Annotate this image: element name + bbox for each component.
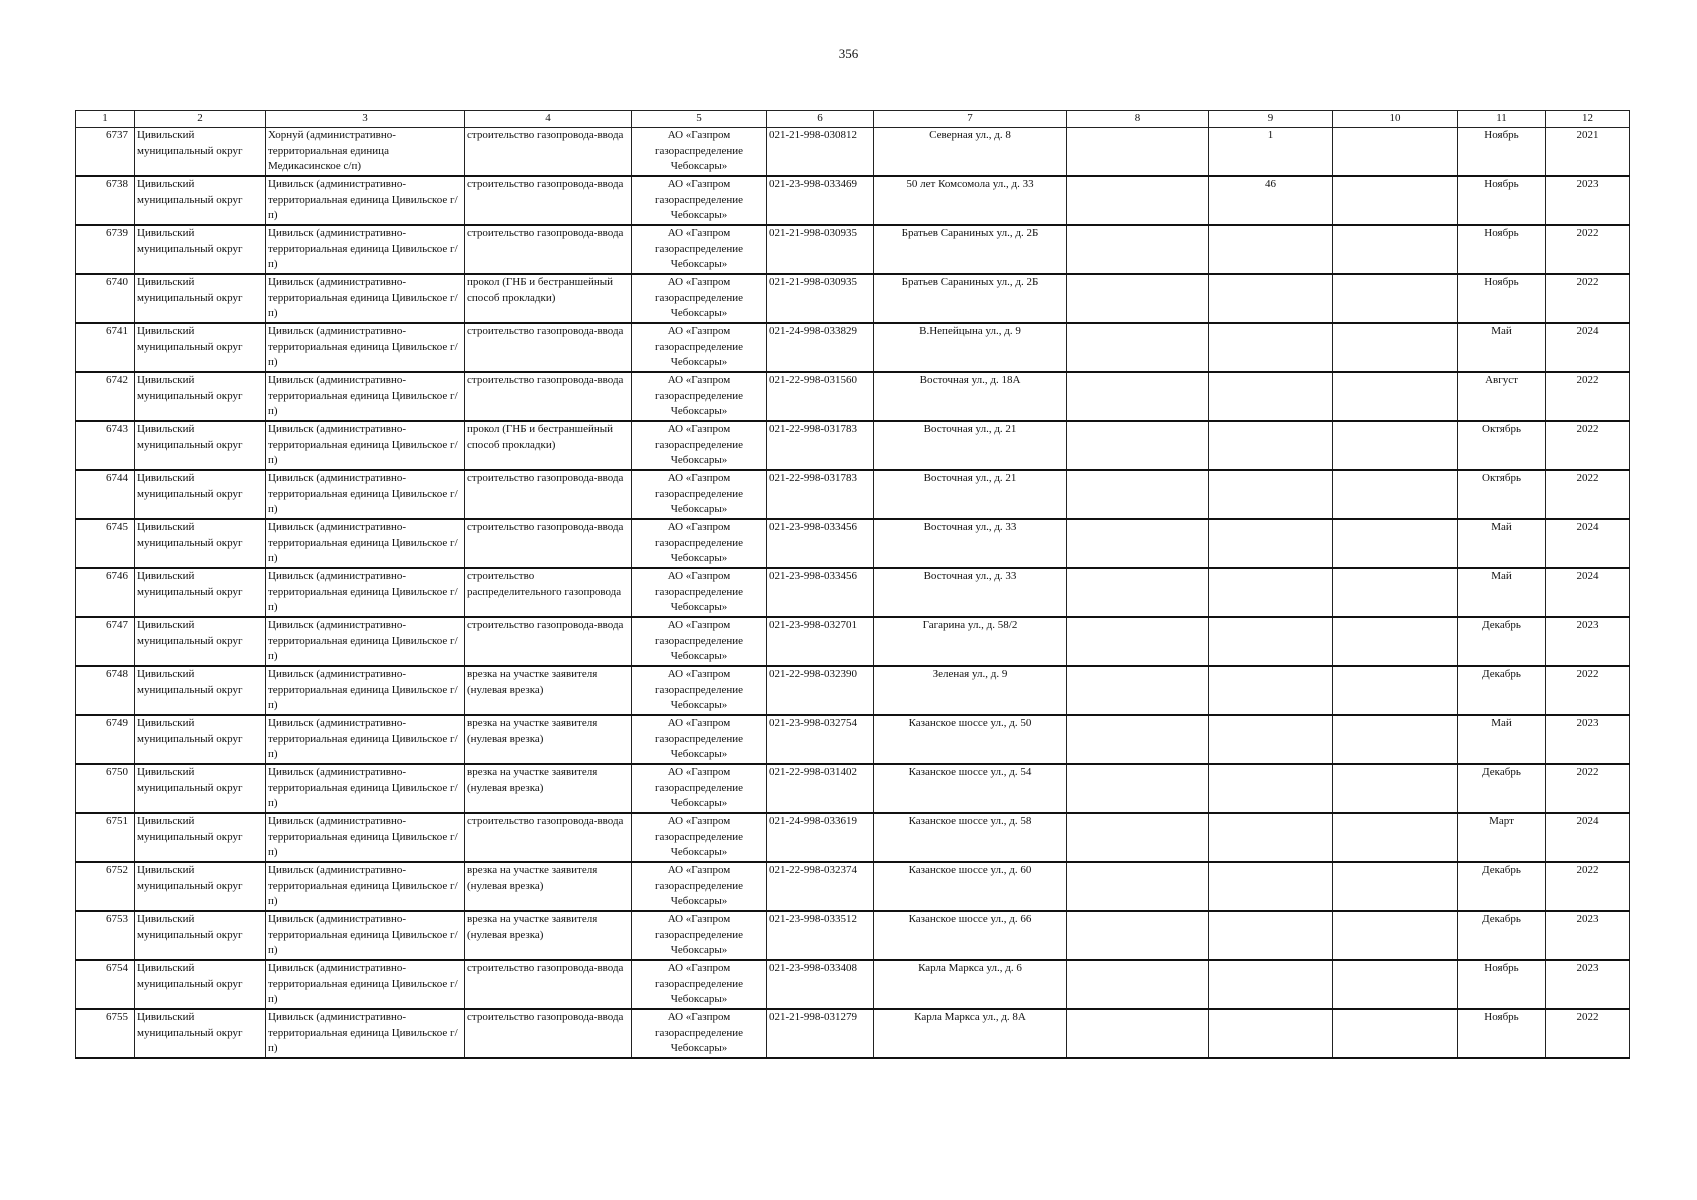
cell-col-9 [1209, 372, 1333, 421]
table-row [76, 1009, 1630, 1058]
cell-application-number: 021-23-998-033408 [767, 960, 874, 1009]
cell-application-number: 021-21-998-030812 [767, 128, 874, 177]
cell-address: Северная ул., д. 8 [874, 128, 1067, 177]
cell-organization: АО «Газпром газораспределение Чебоксары» [632, 960, 767, 1009]
cell-municipality: Цивильский муниципальный округ [135, 862, 266, 911]
cell-application-number: 021-23-998-033456 [767, 519, 874, 568]
table-row [76, 274, 1630, 323]
cell-col-10 [1333, 470, 1458, 519]
cell-col-9 [1209, 519, 1333, 568]
column-number-row [76, 111, 1630, 128]
cell-municipality: Цивильский муниципальный округ [135, 764, 266, 813]
cell-month: Октябрь [1458, 421, 1546, 470]
cell-year: 2021 [1546, 128, 1630, 177]
column-header-3: 3 [266, 111, 465, 128]
table-row [76, 470, 1630, 519]
cell-col-9: 46 [1209, 176, 1333, 225]
cell-row-number: 6750 [76, 764, 135, 813]
cell-month: Октябрь [1458, 470, 1546, 519]
cell-row-number: 6741 [76, 323, 135, 372]
cell-month: Декабрь [1458, 764, 1546, 813]
cell-col-9 [1209, 323, 1333, 372]
cell-work-type: строительство газопровода-ввода [465, 617, 632, 666]
cell-year: 2023 [1546, 960, 1630, 1009]
cell-col-9 [1209, 470, 1333, 519]
cell-address: Казанское шоссе ул., д. 60 [874, 862, 1067, 911]
cell-settlement: Цивильск (административно-территориальная единица Цивильское г/п) [266, 519, 465, 568]
cell-col-9 [1209, 225, 1333, 274]
cell-col-10 [1333, 911, 1458, 960]
table-row [76, 911, 1630, 960]
cell-col-10 [1333, 1009, 1458, 1058]
cell-col-9: 1 [1209, 128, 1333, 177]
cell-application-number: 021-21-998-031279 [767, 1009, 874, 1058]
cell-address: Зеленая ул., д. 9 [874, 666, 1067, 715]
cell-application-number: 021-24-998-033619 [767, 813, 874, 862]
cell-col-8 [1067, 519, 1209, 568]
cell-row-number: 6754 [76, 960, 135, 1009]
cell-organization: АО «Газпром газораспределение Чебоксары» [632, 862, 767, 911]
table-row [76, 128, 1630, 177]
cell-col-8 [1067, 274, 1209, 323]
table-row [76, 666, 1630, 715]
cell-organization: АО «Газпром газораспределение Чебоксары» [632, 323, 767, 372]
cell-address: Восточная ул., д. 21 [874, 421, 1067, 470]
cell-row-number: 6742 [76, 372, 135, 421]
cell-application-number: 021-23-998-033456 [767, 568, 874, 617]
cell-work-type: строительство газопровода-ввода [465, 128, 632, 177]
cell-settlement: Цивильск (административно-территориальная единица Цивильское г/п) [266, 862, 465, 911]
cell-col-8 [1067, 128, 1209, 177]
cell-settlement: Цивильск (административно-территориальная единица Цивильское г/п) [266, 911, 465, 960]
cell-settlement: Цивильск (административно-территориальная единица Цивильское г/п) [266, 1009, 465, 1058]
cell-work-type: врезка на участке заявителя (нулевая врезка) [465, 715, 632, 764]
cell-application-number: 021-22-998-032374 [767, 862, 874, 911]
cell-col-10 [1333, 568, 1458, 617]
cell-col-8 [1067, 421, 1209, 470]
table-row [76, 715, 1630, 764]
cell-organization: АО «Газпром газораспределение Чебоксары» [632, 666, 767, 715]
cell-year: 2023 [1546, 715, 1630, 764]
cell-application-number: 021-23-998-033469 [767, 176, 874, 225]
cell-col-9 [1209, 568, 1333, 617]
cell-address: Гагарина ул., д. 58/2 [874, 617, 1067, 666]
cell-organization: АО «Газпром газораспределение Чебоксары» [632, 470, 767, 519]
cell-work-type: строительство газопровода-ввода [465, 225, 632, 274]
cell-col-8 [1067, 176, 1209, 225]
cell-col-8 [1067, 323, 1209, 372]
cell-col-10 [1333, 764, 1458, 813]
cell-col-8 [1067, 960, 1209, 1009]
cell-address: В.Непейцына ул., д. 9 [874, 323, 1067, 372]
column-header-12: 12 [1546, 111, 1630, 128]
cell-municipality: Цивильский муниципальный округ [135, 1009, 266, 1058]
cell-work-type: врезка на участке заявителя (нулевая врезка) [465, 666, 632, 715]
cell-month: Декабрь [1458, 666, 1546, 715]
cell-settlement: Цивильск (административно-территориальная единица Цивильское г/п) [266, 274, 465, 323]
cell-settlement: Цивильск (административно-территориальная единица Цивильское г/п) [266, 372, 465, 421]
cell-address: Казанское шоссе ул., д. 50 [874, 715, 1067, 764]
cell-municipality: Цивильский муниципальный округ [135, 225, 266, 274]
table-row [76, 568, 1630, 617]
cell-year: 2024 [1546, 813, 1630, 862]
cell-address: Восточная ул., д. 33 [874, 519, 1067, 568]
cell-col-8 [1067, 813, 1209, 862]
cell-address: Казанское шоссе ул., д. 66 [874, 911, 1067, 960]
cell-col-9 [1209, 960, 1333, 1009]
cell-year: 2022 [1546, 372, 1630, 421]
cell-settlement: Цивильск (административно-территориальная единица Цивильское г/п) [266, 617, 465, 666]
cell-municipality: Цивильский муниципальный округ [135, 617, 266, 666]
cell-col-9 [1209, 666, 1333, 715]
cell-col-8 [1067, 715, 1209, 764]
column-header-6: 6 [767, 111, 874, 128]
cell-work-type: строительство распределительного газопровода [465, 568, 632, 617]
cell-col-8 [1067, 666, 1209, 715]
cell-settlement: Цивильск (административно-территориальная единица Цивильское г/п) [266, 960, 465, 1009]
cell-application-number: 021-22-998-032390 [767, 666, 874, 715]
cell-organization: АО «Газпром газораспределение Чебоксары» [632, 764, 767, 813]
data-table [75, 110, 1630, 1059]
cell-application-number: 021-22-998-031560 [767, 372, 874, 421]
cell-year: 2022 [1546, 421, 1630, 470]
cell-year: 2024 [1546, 519, 1630, 568]
cell-row-number: 6753 [76, 911, 135, 960]
cell-month: Декабрь [1458, 617, 1546, 666]
cell-organization: АО «Газпром газораспределение Чебоксары» [632, 274, 767, 323]
cell-application-number: 021-22-998-031783 [767, 421, 874, 470]
cell-col-10 [1333, 666, 1458, 715]
cell-organization: АО «Газпром газораспределение Чебоксары» [632, 421, 767, 470]
table-row [76, 617, 1630, 666]
table-row [76, 176, 1630, 225]
cell-application-number: 021-23-998-032701 [767, 617, 874, 666]
cell-col-10 [1333, 960, 1458, 1009]
cell-work-type: строительство газопровода-ввода [465, 960, 632, 1009]
table-row [76, 862, 1630, 911]
cell-row-number: 6738 [76, 176, 135, 225]
cell-work-type: строительство газопровода-ввода [465, 323, 632, 372]
table-row [76, 764, 1630, 813]
cell-month: Май [1458, 568, 1546, 617]
cell-row-number: 6746 [76, 568, 135, 617]
cell-row-number: 6743 [76, 421, 135, 470]
cell-organization: АО «Газпром газораспределение Чебоксары» [632, 128, 767, 177]
cell-col-10 [1333, 617, 1458, 666]
cell-settlement: Цивильск (административно-территориальная единица Цивильское г/п) [266, 666, 465, 715]
cell-col-10 [1333, 128, 1458, 177]
column-header-8: 8 [1067, 111, 1209, 128]
cell-month: Май [1458, 715, 1546, 764]
cell-settlement: Цивильск (административно-территориальная единица Цивильское г/п) [266, 470, 465, 519]
column-header-1: 1 [76, 111, 135, 128]
table-row [76, 323, 1630, 372]
cell-col-9 [1209, 764, 1333, 813]
cell-settlement: Цивильск (административно-территориальная единица Цивильское г/п) [266, 421, 465, 470]
cell-row-number: 6737 [76, 128, 135, 177]
cell-application-number: 021-21-998-030935 [767, 274, 874, 323]
cell-settlement: Цивильск (административно-территориальная единица Цивильское г/п) [266, 176, 465, 225]
cell-settlement: Хорнуй (административно-территориальная единица Медикасинское с/п) [266, 128, 465, 177]
cell-municipality: Цивильский муниципальный округ [135, 421, 266, 470]
cell-settlement: Цивильск (административно-территориальная единица Цивильское г/п) [266, 715, 465, 764]
cell-year: 2022 [1546, 470, 1630, 519]
cell-month: Ноябрь [1458, 176, 1546, 225]
cell-address: Восточная ул., д. 33 [874, 568, 1067, 617]
cell-col-8 [1067, 862, 1209, 911]
cell-organization: АО «Газпром газораспределение Чебоксары» [632, 617, 767, 666]
cell-col-9 [1209, 862, 1333, 911]
cell-month: Май [1458, 519, 1546, 568]
cell-work-type: врезка на участке заявителя (нулевая врезка) [465, 862, 632, 911]
cell-col-8 [1067, 1009, 1209, 1058]
cell-organization: АО «Газпром газораспределение Чебоксары» [632, 568, 767, 617]
cell-year: 2023 [1546, 911, 1630, 960]
cell-col-10 [1333, 862, 1458, 911]
cell-col-9 [1209, 911, 1333, 960]
cell-organization: АО «Газпром газораспределение Чебоксары» [632, 176, 767, 225]
cell-address: Казанское шоссе ул., д. 58 [874, 813, 1067, 862]
cell-address: Карла Маркса ул., д. 8А [874, 1009, 1067, 1058]
cell-address: Братьев Сараниных ул., д. 2Б [874, 225, 1067, 274]
cell-col-10 [1333, 323, 1458, 372]
cell-month: Август [1458, 372, 1546, 421]
cell-municipality: Цивильский муниципальный округ [135, 372, 266, 421]
cell-address: 50 лет Комсомола ул., д. 33 [874, 176, 1067, 225]
page-number: 356 [838, 46, 859, 61]
cell-municipality: Цивильский муниципальный округ [135, 323, 266, 372]
cell-row-number: 6749 [76, 715, 135, 764]
cell-municipality: Цивильский муниципальный округ [135, 470, 266, 519]
cell-settlement: Цивильск (административно-территориальная единица Цивильское г/п) [266, 764, 465, 813]
cell-year: 2023 [1546, 176, 1630, 225]
cell-work-type: строительство газопровода-ввода [465, 470, 632, 519]
cell-col-8 [1067, 372, 1209, 421]
cell-organization: АО «Газпром газораспределение Чебоксары» [632, 813, 767, 862]
cell-year: 2022 [1546, 666, 1630, 715]
cell-month: Декабрь [1458, 911, 1546, 960]
cell-application-number: 021-22-998-031402 [767, 764, 874, 813]
cell-address: Восточная ул., д. 21 [874, 470, 1067, 519]
cell-col-8 [1067, 225, 1209, 274]
cell-month: Ноябрь [1458, 128, 1546, 177]
cell-municipality: Цивильский муниципальный округ [135, 176, 266, 225]
cell-year: 2024 [1546, 568, 1630, 617]
cell-address: Карла Маркса ул., д. 6 [874, 960, 1067, 1009]
column-header-9: 9 [1209, 111, 1333, 128]
cell-organization: АО «Газпром газораспределение Чебоксары» [632, 911, 767, 960]
cell-col-10 [1333, 421, 1458, 470]
column-header-7: 7 [874, 111, 1067, 128]
cell-col-9 [1209, 421, 1333, 470]
cell-work-type: прокол (ГНБ и бестраншейный способ прокладки) [465, 274, 632, 323]
cell-month: Ноябрь [1458, 1009, 1546, 1058]
cell-month: Май [1458, 323, 1546, 372]
cell-settlement: Цивильск (административно-территориальная единица Цивильское г/п) [266, 225, 465, 274]
cell-work-type: строительство газопровода-ввода [465, 813, 632, 862]
column-header-10: 10 [1333, 111, 1458, 128]
cell-col-9 [1209, 715, 1333, 764]
cell-row-number: 6744 [76, 470, 135, 519]
cell-col-10 [1333, 225, 1458, 274]
table-row [76, 421, 1630, 470]
cell-address: Казанское шоссе ул., д. 54 [874, 764, 1067, 813]
cell-col-9 [1209, 813, 1333, 862]
cell-address: Братьев Сараниных ул., д. 2Б [874, 274, 1067, 323]
cell-municipality: Цивильский муниципальный округ [135, 960, 266, 1009]
cell-settlement: Цивильск (административно-территориальная единица Цивильское г/п) [266, 568, 465, 617]
cell-municipality: Цивильский муниципальный округ [135, 568, 266, 617]
cell-col-8 [1067, 617, 1209, 666]
cell-col-10 [1333, 519, 1458, 568]
cell-row-number: 6740 [76, 274, 135, 323]
cell-col-8 [1067, 911, 1209, 960]
cell-work-type: строительство газопровода-ввода [465, 519, 632, 568]
table-row [76, 960, 1630, 1009]
table-row [76, 519, 1630, 568]
cell-organization: АО «Газпром газораспределение Чебоксары» [632, 519, 767, 568]
column-header-2: 2 [135, 111, 266, 128]
cell-work-type: врезка на участке заявителя (нулевая врезка) [465, 764, 632, 813]
cell-application-number: 021-23-998-033512 [767, 911, 874, 960]
cell-municipality: Цивильский муниципальный округ [135, 911, 266, 960]
cell-month: Декабрь [1458, 862, 1546, 911]
cell-municipality: Цивильский муниципальный округ [135, 519, 266, 568]
table-row [76, 225, 1630, 274]
cell-year: 2022 [1546, 225, 1630, 274]
cell-year: 2022 [1546, 274, 1630, 323]
table-body [76, 128, 1630, 1059]
cell-organization: АО «Газпром газораспределение Чебоксары» [632, 225, 767, 274]
cell-col-10 [1333, 715, 1458, 764]
cell-row-number: 6748 [76, 666, 135, 715]
cell-work-type: врезка на участке заявителя (нулевая врезка) [465, 911, 632, 960]
table-row [76, 813, 1630, 862]
cell-col-9 [1209, 1009, 1333, 1058]
cell-year: 2022 [1546, 1009, 1630, 1058]
cell-month: Март [1458, 813, 1546, 862]
cell-year: 2022 [1546, 862, 1630, 911]
cell-application-number: 021-21-998-030935 [767, 225, 874, 274]
cell-row-number: 6739 [76, 225, 135, 274]
cell-col-8 [1067, 568, 1209, 617]
cell-col-8 [1067, 764, 1209, 813]
cell-settlement: Цивильск (административно-территориальная единица Цивильское г/п) [266, 323, 465, 372]
cell-row-number: 6747 [76, 617, 135, 666]
cell-month: Ноябрь [1458, 960, 1546, 1009]
cell-organization: АО «Газпром газораспределение Чебоксары» [632, 715, 767, 764]
cell-col-9 [1209, 617, 1333, 666]
cell-col-10 [1333, 372, 1458, 421]
cell-year: 2022 [1546, 764, 1630, 813]
cell-col-10 [1333, 813, 1458, 862]
cell-row-number: 6752 [76, 862, 135, 911]
cell-month: Ноябрь [1458, 274, 1546, 323]
cell-application-number: 021-23-998-032754 [767, 715, 874, 764]
cell-month: Ноябрь [1458, 225, 1546, 274]
cell-organization: АО «Газпром газораспределение Чебоксары» [632, 1009, 767, 1058]
cell-application-number: 021-22-998-031783 [767, 470, 874, 519]
cell-address: Восточная ул., д. 18А [874, 372, 1067, 421]
cell-settlement: Цивильск (административно-территориальная единица Цивильское г/п) [266, 813, 465, 862]
cell-col-10 [1333, 274, 1458, 323]
cell-municipality: Цивильский муниципальный округ [135, 666, 266, 715]
cell-row-number: 6751 [76, 813, 135, 862]
cell-col-9 [1209, 274, 1333, 323]
cell-work-type: строительство газопровода-ввода [465, 176, 632, 225]
column-header-11: 11 [1458, 111, 1546, 128]
cell-municipality: Цивильский муниципальный округ [135, 715, 266, 764]
cell-year: 2023 [1546, 617, 1630, 666]
cell-municipality: Цивильский муниципальный округ [135, 274, 266, 323]
cell-col-8 [1067, 470, 1209, 519]
cell-col-10 [1333, 176, 1458, 225]
cell-work-type: прокол (ГНБ и бестраншейный способ прокладки) [465, 421, 632, 470]
cell-application-number: 021-24-998-033829 [767, 323, 874, 372]
column-header-5: 5 [632, 111, 767, 128]
column-header-4: 4 [465, 111, 632, 128]
cell-municipality: Цивильский муниципальный округ [135, 128, 266, 177]
cell-work-type: строительство газопровода-ввода [465, 372, 632, 421]
cell-row-number: 6755 [76, 1009, 135, 1058]
table-row [76, 372, 1630, 421]
cell-year: 2024 [1546, 323, 1630, 372]
cell-organization: АО «Газпром газораспределение Чебоксары» [632, 372, 767, 421]
cell-row-number: 6745 [76, 519, 135, 568]
cell-work-type: строительство газопровода-ввода [465, 1009, 632, 1058]
cell-municipality: Цивильский муниципальный округ [135, 813, 266, 862]
